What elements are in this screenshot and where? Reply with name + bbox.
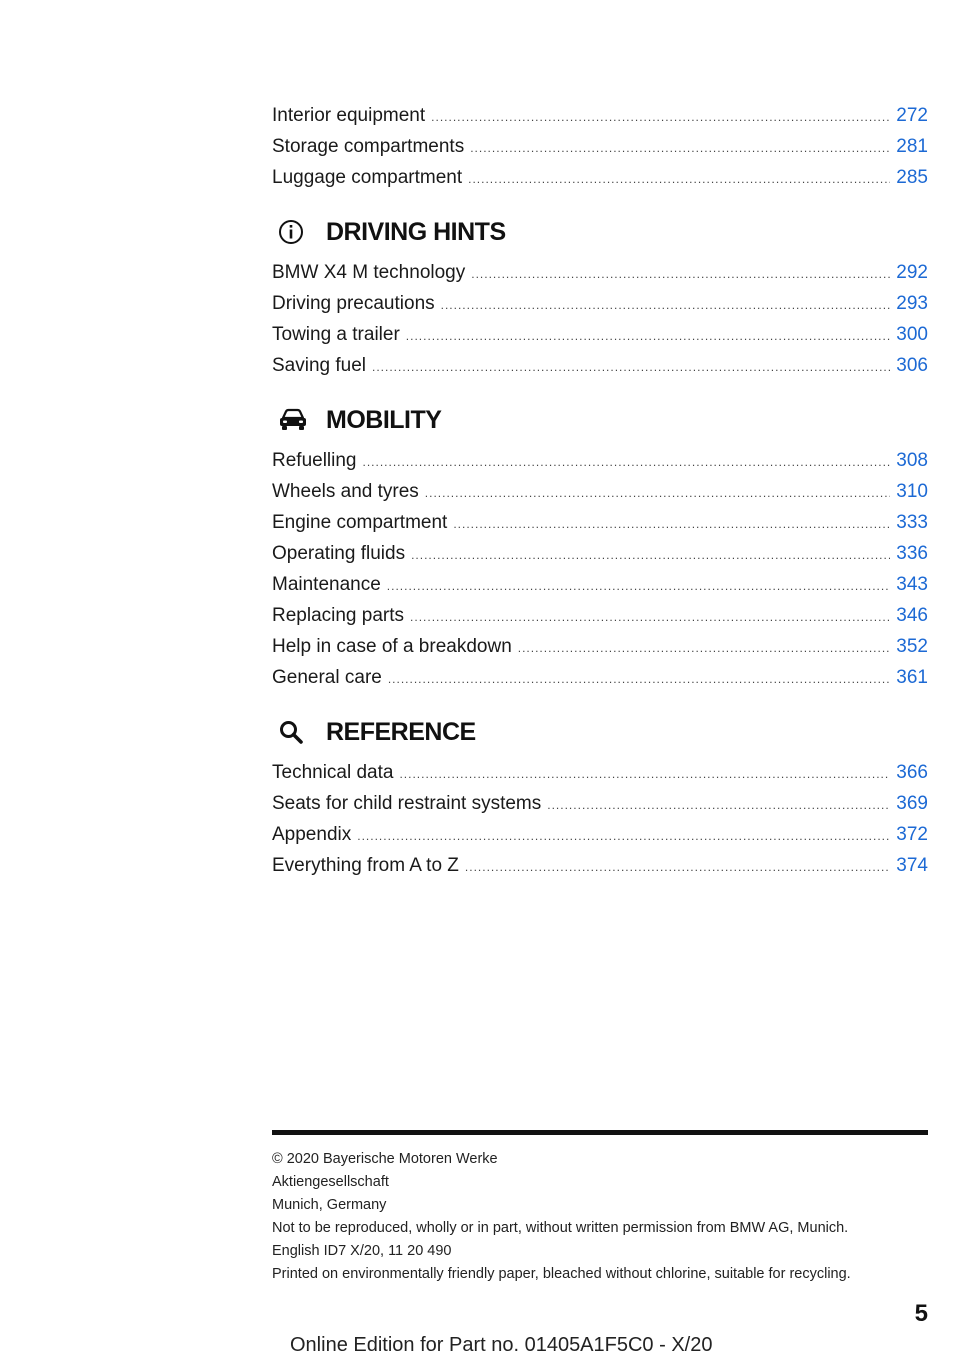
toc-entry-title: Storage compartments [272, 136, 465, 157]
toc-entry-title: Seats for child restraint systems [272, 793, 542, 814]
toc-entry[interactable] [272, 569, 928, 600]
page-number: 5 [914, 1300, 928, 1327]
toc-page-link[interactable]: 293 [896, 293, 928, 314]
toc-entry-title: Wheels and tyres [272, 481, 419, 502]
toc-page-link[interactable]: 292 [896, 262, 928, 283]
toc-leader-dots [453, 509, 890, 540]
toc-entry[interactable] [272, 350, 928, 381]
section-heading-mobility [272, 405, 928, 435]
toc-leader-dots [547, 790, 890, 821]
toc-page-link[interactable]: 346 [896, 605, 928, 626]
imprint-line: Munich, Germany [272, 1197, 387, 1213]
toc-entry-title: BMW X4 M technology [272, 262, 466, 283]
toc-entry[interactable] [272, 788, 928, 819]
section-heading-driving-hints [272, 217, 928, 247]
toc-entry-title: Replacing parts [272, 605, 405, 626]
toc-leader-dots [470, 133, 890, 164]
toc-page-link[interactable]: 336 [896, 543, 928, 564]
table-of-contents [272, 100, 928, 881]
toc-leader-dots [357, 821, 890, 852]
toc-leader-dots [468, 164, 890, 195]
toc-entry[interactable] [272, 162, 928, 193]
section-heading-reference [272, 717, 928, 747]
imprint-line: Aktiengesellschaft [272, 1174, 389, 1190]
imprint-line: © 2020 Bayerische Motoren Werke [272, 1151, 498, 1167]
toc-page-link[interactable]: 300 [896, 324, 928, 345]
toc-entry[interactable] [272, 757, 928, 788]
toc-entry-title: Towing a trailer [272, 324, 400, 345]
info-icon [278, 219, 318, 245]
section-title: REFERENCE [326, 717, 476, 746]
toc-entry-title: Maintenance [272, 574, 381, 595]
toc-entry-title: Technical data [272, 762, 394, 783]
toc-leader-dots [363, 447, 891, 478]
toc-leader-dots [431, 102, 890, 133]
car-icon [278, 408, 318, 432]
toc-page-link[interactable]: 374 [896, 855, 928, 876]
toc-leader-dots [406, 321, 891, 352]
toc-group-reference [272, 757, 928, 881]
toc-page-link[interactable]: 333 [896, 512, 928, 533]
toc-leader-dots [372, 352, 890, 383]
toc-entry-title: Operating fluids [272, 543, 406, 564]
toc-entry[interactable] [272, 288, 928, 319]
toc-entry-title: Luggage compartment [272, 167, 463, 188]
toc-entry[interactable] [272, 538, 928, 569]
toc-group-mobility [272, 445, 928, 693]
toc-leader-dots [411, 540, 890, 571]
toc-entry-title: Engine compartment [272, 512, 448, 533]
toc-entry[interactable] [272, 600, 928, 631]
toc-entry[interactable] [272, 476, 928, 507]
toc-page-link[interactable]: 352 [896, 636, 928, 657]
toc-entry[interactable] [272, 507, 928, 538]
toc-page-link[interactable]: 369 [896, 793, 928, 814]
toc-entry-title: Appendix [272, 824, 352, 845]
toc-entry-title: Driving precautions [272, 293, 435, 314]
imprint-line: Not to be reproduced, wholly or in part, without written permission from BMW AG, Munich. [272, 1220, 849, 1236]
toc-page-link[interactable]: 308 [896, 450, 928, 471]
toc-page-link[interactable]: 306 [896, 355, 928, 376]
toc-entry[interactable] [272, 319, 928, 350]
toc-leader-dots [387, 571, 891, 602]
toc-leader-dots [441, 290, 891, 321]
toc-entry[interactable] [272, 631, 928, 662]
toc-group-driving-hints [272, 257, 928, 381]
toc-page-link[interactable]: 366 [896, 762, 928, 783]
toc-entry[interactable] [272, 131, 928, 162]
toc-leader-dots [471, 259, 890, 290]
toc-entry[interactable] [272, 819, 928, 850]
toc-page-link[interactable]: 361 [896, 667, 928, 688]
toc-page-link[interactable]: 285 [896, 167, 928, 188]
toc-entry-title: Saving fuel [272, 355, 367, 376]
toc-leader-dots [388, 664, 890, 695]
toc-entry-title: Refuelling [272, 450, 357, 471]
divider-rule [272, 1130, 928, 1135]
toc-leader-dots [399, 759, 890, 790]
toc-entry[interactable] [272, 662, 928, 693]
toc-leader-dots [518, 633, 891, 664]
toc-group-top [272, 100, 928, 193]
toc-leader-dots [410, 602, 890, 633]
section-title: MOBILITY [326, 405, 442, 434]
imprint-line: Printed on environmentally friendly paper, bleached without chlorine, suitable for recycling. [272, 1266, 851, 1282]
toc-entry-title: General care [272, 667, 382, 688]
toc-leader-dots [465, 852, 890, 883]
toc-page-link[interactable]: 281 [896, 136, 928, 157]
toc-page-link[interactable]: 310 [896, 481, 928, 502]
toc-entry-title: Help in case of a breakdown [272, 636, 512, 657]
toc-page-link[interactable]: 343 [896, 574, 928, 595]
toc-entry[interactable] [272, 257, 928, 288]
imprint-line: English ID7 X/20, 11 20 490 [272, 1243, 452, 1259]
toc-entry-title: Everything from A to Z [272, 855, 459, 876]
toc-entry[interactable] [272, 100, 928, 131]
toc-leader-dots [425, 478, 891, 509]
section-title: DRIVING HINTS [326, 217, 506, 246]
toc-entry[interactable] [272, 850, 928, 881]
toc-page-link[interactable]: 272 [896, 105, 928, 126]
toc-page-link[interactable]: 372 [896, 824, 928, 845]
search-icon [278, 719, 318, 745]
toc-entry[interactable] [272, 445, 928, 476]
footer-edition-note: Online Edition for Part no. 01405A1F5C0 - X/20 [290, 1334, 713, 1356]
imprint-block [272, 1148, 932, 1286]
toc-entry-title: Interior equipment [272, 105, 426, 126]
